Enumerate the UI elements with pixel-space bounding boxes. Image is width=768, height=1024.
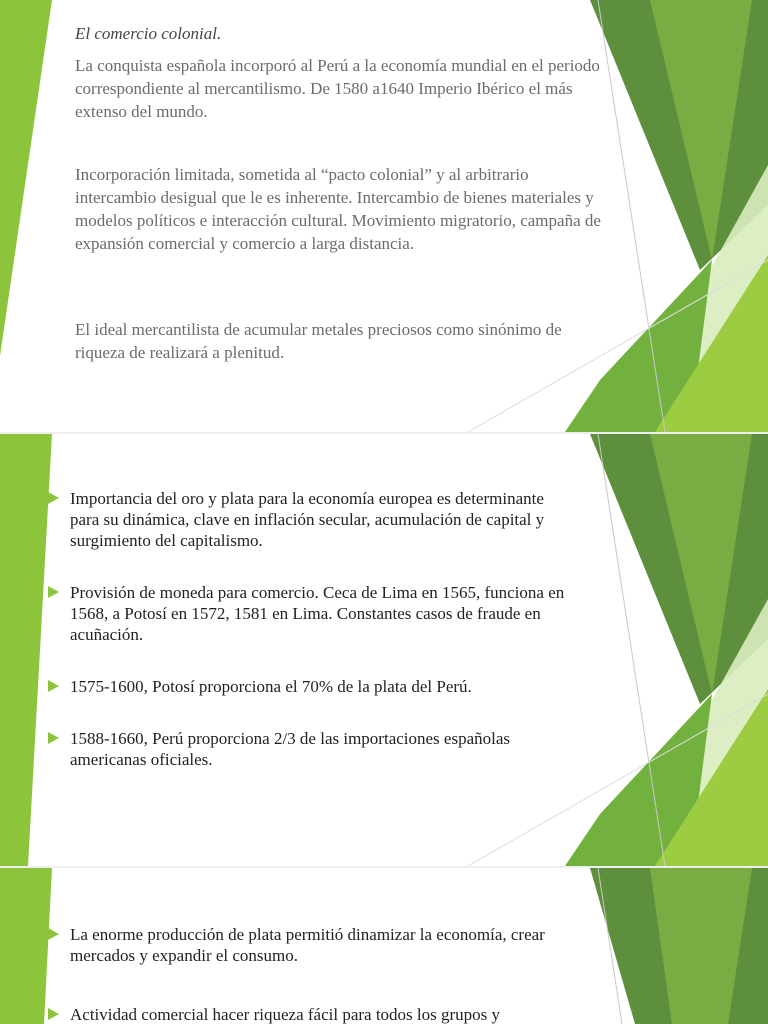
slide-title: El comercio colonial. (75, 24, 222, 43)
bullet-text: Actividad comercial hacer riqueza fácil para todos los grupos y (70, 1005, 501, 1024)
bullet-list (48, 924, 568, 1024)
bullet-arrow-icon (48, 732, 59, 744)
slide-1 (0, 0, 768, 432)
list-item (48, 676, 568, 697)
bullet-arrow-icon (48, 586, 59, 598)
bullet-arrow-icon (48, 928, 59, 940)
bullet-arrow-icon (48, 1008, 59, 1020)
bullet-text: Importancia del oro y plata para la economía europea es determinante para su dinámica, clave en inflación secular, acumulación de capital y surgimiento del capitalismo. (70, 489, 545, 550)
slide-2 (0, 434, 768, 866)
slide-3 (0, 868, 768, 1024)
list-item (48, 924, 568, 966)
list-item (48, 728, 568, 770)
left-green-stripe (0, 434, 52, 866)
left-green-stripe (0, 868, 52, 1024)
bullet-text: Provisión de moneda para comercio. Ceca de Lima en 1565, funciona en 1568, a Potosí en 1572, 1581 en Lima. Constantes casos de fraude en acuñación. (70, 583, 565, 644)
paragraph: La conquista española incorporó al Perú a la economía mundial en el periodo correspondiente al mercantilismo. De 1580 a1640 Imperio Ibérico el más extenso del mundo. (75, 56, 600, 121)
paragraph: El ideal mercantilista de acumular metales preciosos como sinónimo de riqueza de realizará a plenitud. (75, 320, 562, 362)
list-item (48, 582, 568, 645)
list-item (48, 488, 568, 551)
left-green-stripe (0, 0, 52, 356)
bullet-text: 1588-1660, Perú proporciona 2/3 de las importaciones españolas americanas oficiales. (70, 729, 511, 769)
bullet-list (48, 488, 568, 770)
bullet-text: La enorme producción de plata permitió dinamizar la economía, crear mercados y expandir el consumo. (70, 925, 545, 965)
bullet-arrow-icon (48, 680, 59, 692)
bullet-arrow-icon (48, 492, 59, 504)
paragraph: Incorporación limitada, sometida al “pacto colonial” y al arbitrario intercambio desigual que le es inherente. Intercambio de bienes materiales y modelos políticos e interacción cultural. Movimiento migratorio, campaña de expansión comercial y comercio a larga distancia. (75, 165, 601, 253)
list-item (48, 1004, 568, 1024)
bullet-text: 1575-1600, Potosí proporciona el 70% de la plata del Perú. (70, 677, 472, 696)
